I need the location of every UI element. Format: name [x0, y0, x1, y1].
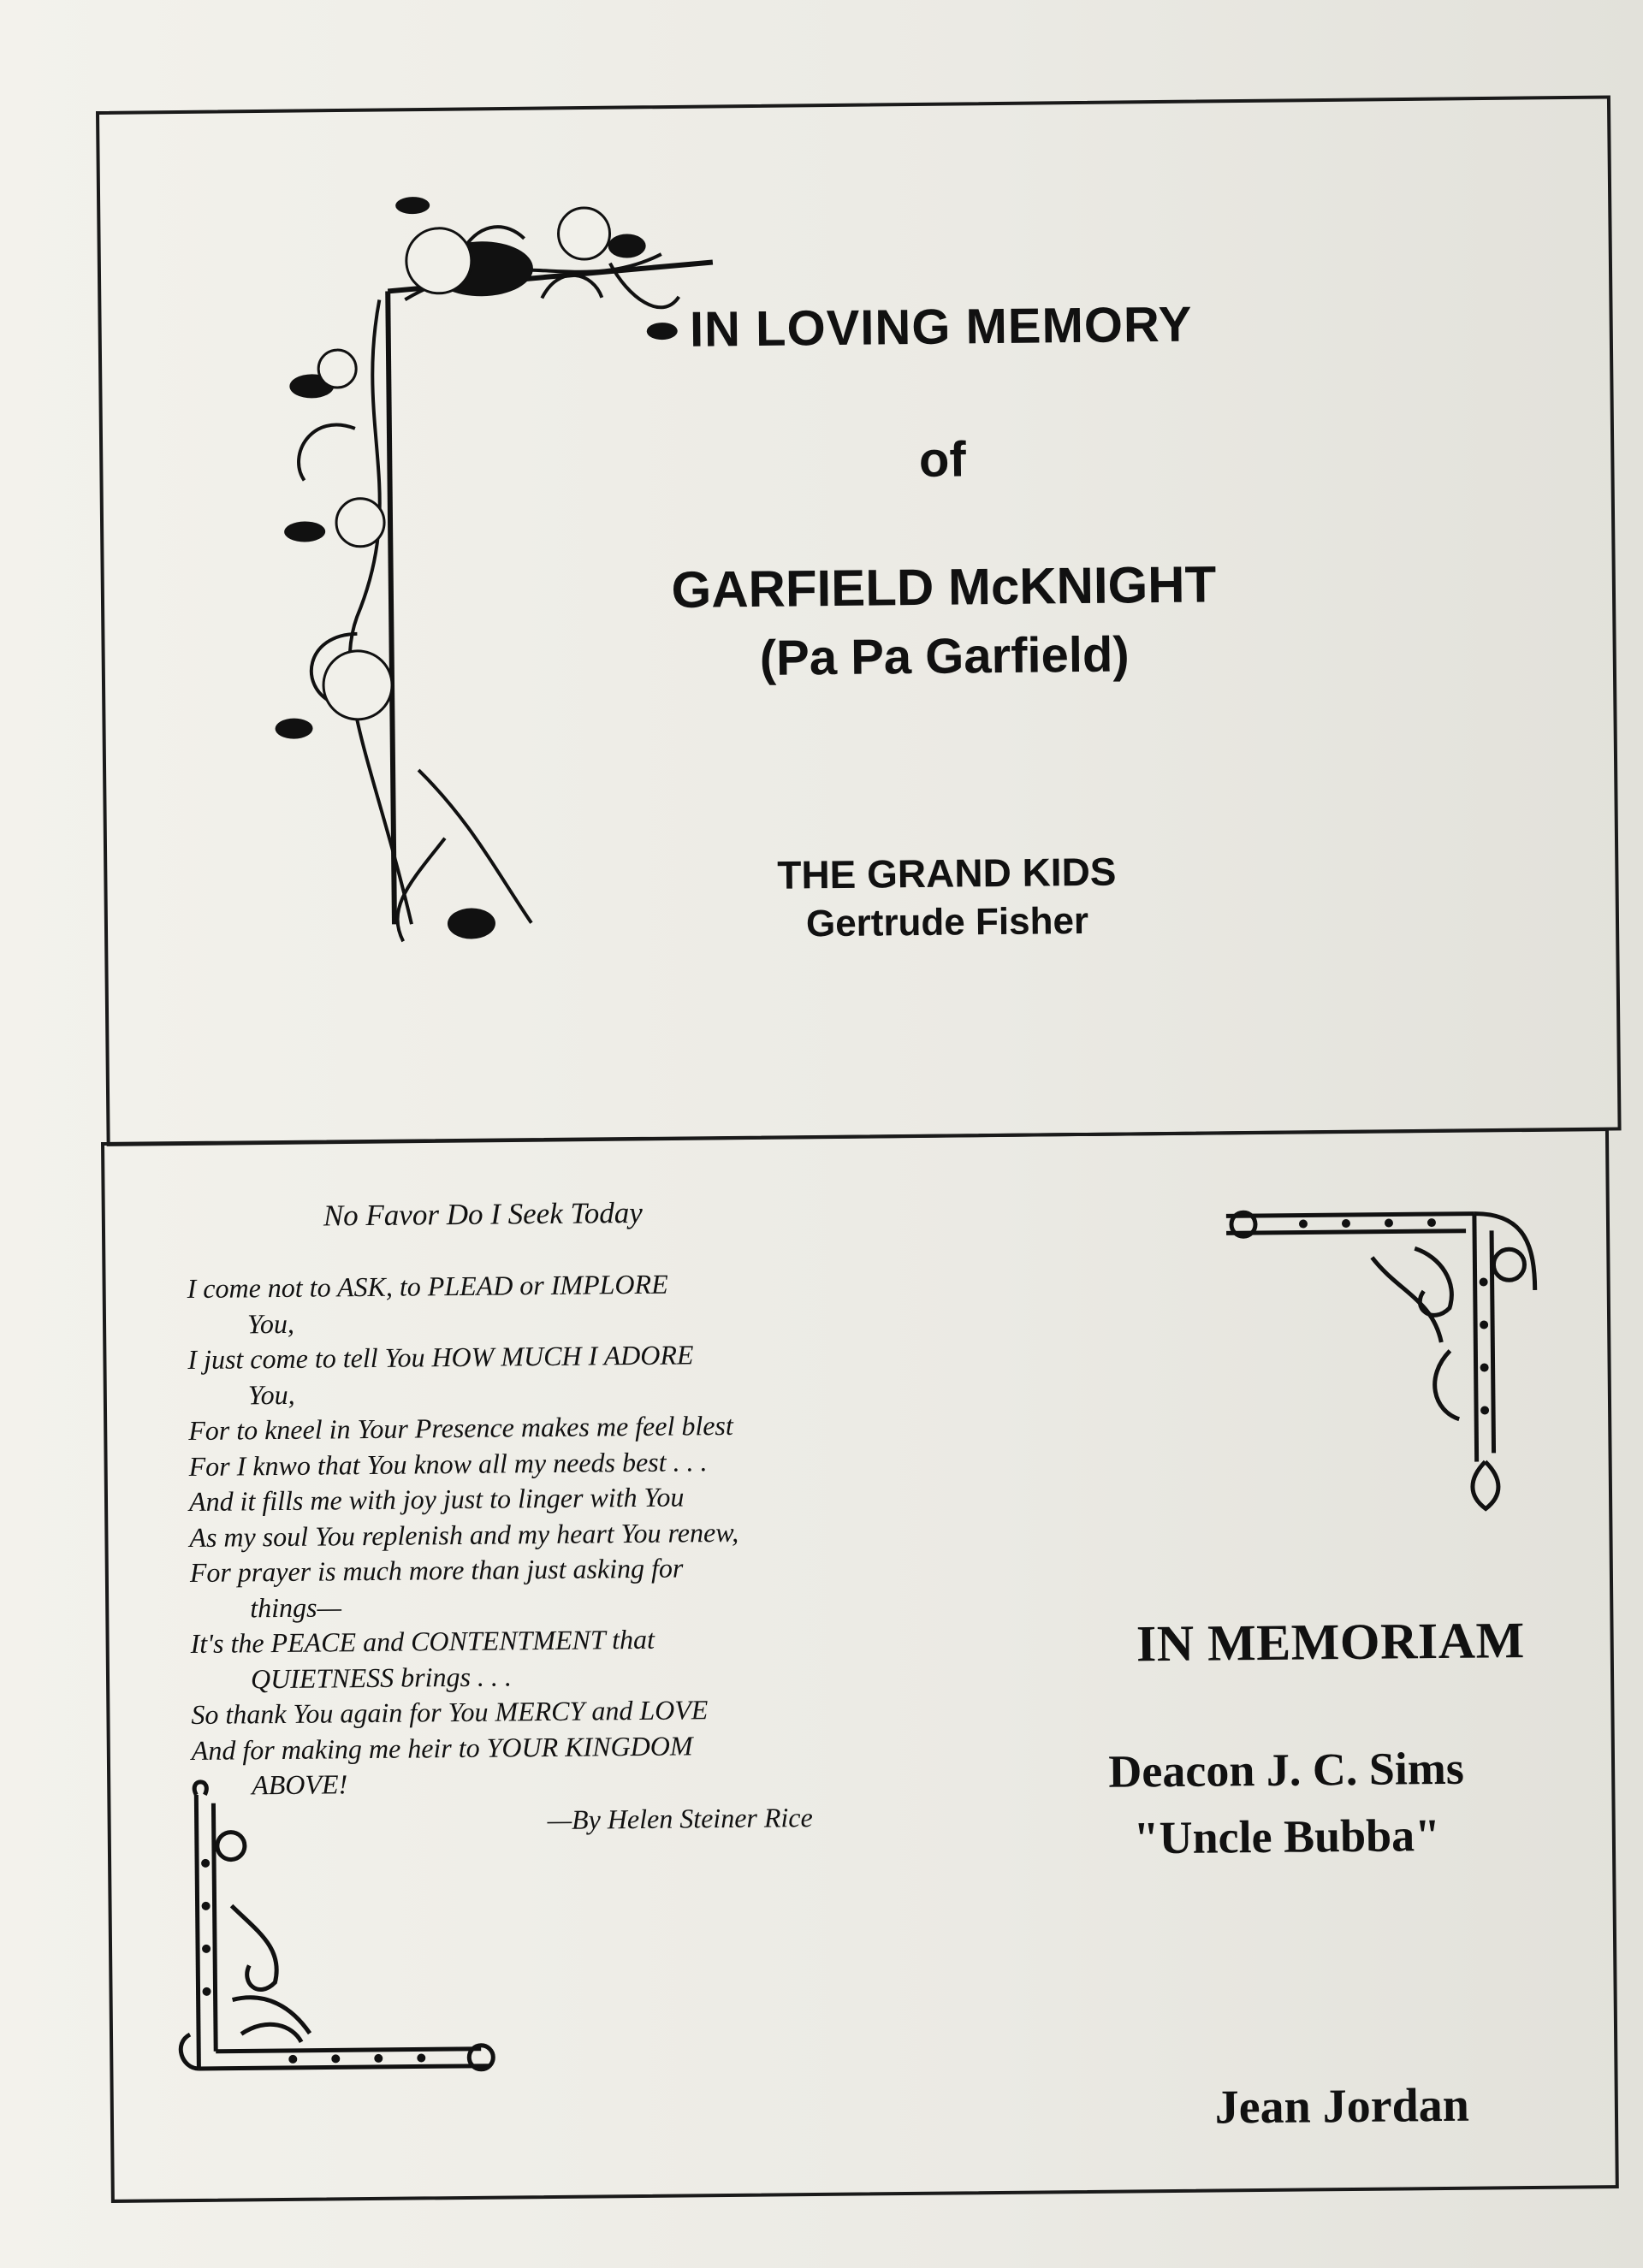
poem-byline: —By Helen Steiner Rice	[547, 1802, 813, 1836]
poem-line: So thank You again for You MERCY and LOVE	[191, 1694, 709, 1731]
poem-line: And for making me heir to YOUR KINGDOM	[191, 1729, 693, 1766]
poem-line: You,	[246, 1307, 295, 1339]
honoree-name: GARFIELD McKNIGHT	[671, 555, 1217, 619]
poem-line: I just come to tell You HOW MUCH I ADORE	[187, 1339, 694, 1376]
poem-line: I come not to ASK, to PLEAD or IMPLORE	[187, 1268, 668, 1305]
poem-line: For to kneel in Your Presence makes me feel blest	[188, 1409, 733, 1447]
poem-line: As my soul You replenish and my heart You renew,	[189, 1516, 739, 1553]
poem-line: For prayer is much more than just asking for	[189, 1552, 684, 1589]
from-group: THE GRAND KIDS	[777, 849, 1117, 897]
poem-line: It's the PEACE and CONTENTMENT that	[190, 1623, 655, 1660]
signer-name: Jean Jordan	[1214, 2078, 1470, 2135]
scroll-corner-ornament-bottom-left	[162, 1775, 499, 2121]
poem-line: QUIETNESS brings . . .	[250, 1660, 513, 1694]
deacon-nickname: "Uncle Bubba"	[1133, 1809, 1441, 1864]
from-name: Gertrude Fisher	[805, 899, 1089, 945]
honoree-nickname: (Pa Pa Garfield)	[759, 626, 1130, 686]
poem-body	[187, 1264, 962, 1803]
poem-line: And it fills me with joy just to linger with You	[188, 1481, 685, 1518]
poem-line: You,	[247, 1378, 295, 1410]
of-text: of	[918, 431, 967, 488]
poem-title: No Favor Do I Seek Today	[323, 1195, 643, 1233]
poem-line: ABOVE!	[252, 1768, 348, 1801]
poem-line: things—	[250, 1590, 342, 1623]
memoriam-heading: IN MEMORIAM	[1136, 1612, 1525, 1673]
loving-memory-panel	[96, 95, 1622, 1146]
memoriam-panel	[101, 1128, 1619, 2203]
scroll-corner-ornament-top-right	[1218, 1179, 1546, 1516]
poem-line: For I knwo that You know all my needs best . . .	[188, 1445, 708, 1482]
deacon-name: Deacon J. C. Sims	[1108, 1742, 1465, 1797]
loving-memory-heading: IN LOVING MEMORY	[689, 296, 1193, 358]
